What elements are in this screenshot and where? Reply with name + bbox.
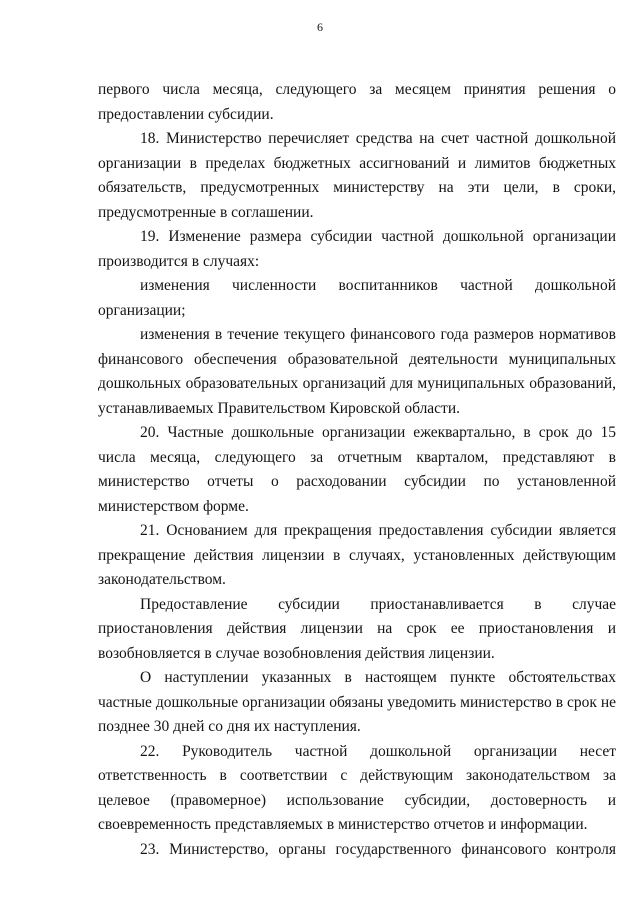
paragraph-item-21: 21. Основанием для прекращения предоставления субсидии является прекращение действия лицензии в случаях, установленных действующим законодательством. xyxy=(98,522,616,588)
paragraph-item-22: 22. Руководитель частной дошкольной организации несет ответственность в соответствии с действующим законодательством за целевое (правомерное) использование субсидии, достоверность и своевременность представляемых в министерство отчетов и информации. xyxy=(98,742,616,833)
paragraph-case-standards: изменения в течение текущего финансового года размеров нормативов финансового обеспечения образовательной деятельности муниципальных дошкольных образовательных организаций для муниципальных образований, устанавливаемых Правительством Кировской области. xyxy=(98,326,616,417)
document-body xyxy=(98,78,616,862)
paragraph-item-20: 20. Частные дошкольные организации ежеквартально, в срок до 15 числа месяца, следующего за отчетным кварталом, представляют в министерство отчеты о расходовании субсидии по установленной министерством форме. xyxy=(98,424,616,515)
paragraph-continuation: первого числа месяца, следующего за месяцем принятия решения о предоставлении субсидии. xyxy=(98,81,616,123)
paragraph-item-19: 19. Изменение размера субсидии частной дошкольной организации производится в случаях: xyxy=(98,228,616,270)
paragraph-suspension: Предоставление субсидии приостанавливается в случае приостановления действия лицензии на срок ее приостановления и возобновляется в случае возобновления действия лицензии. xyxy=(98,595,616,662)
paragraph-notification: О наступлении указанных в настоящем пункте обстоятельствах частные дошкольные организации обязаны уведомить министерство в срок не позднее 30 дней со дня их наступления. xyxy=(98,669,616,735)
paragraph-item-18: 18. Министерство перечисляет средства на счет частной дошкольной организации в пределах бюджетных ассигнований и лимитов бюджетных обязательств, предусмотренных министерству на эти цели, в сроки, предусмотренные в соглашении. xyxy=(98,130,616,221)
paragraph-case-enrollment: изменения численности воспитанников частной дошкольной организации; xyxy=(98,277,616,319)
page-number: 6 xyxy=(317,20,323,34)
paragraph-item-23: 23. Министерство, органы государственного финансового контроля xyxy=(140,840,616,858)
